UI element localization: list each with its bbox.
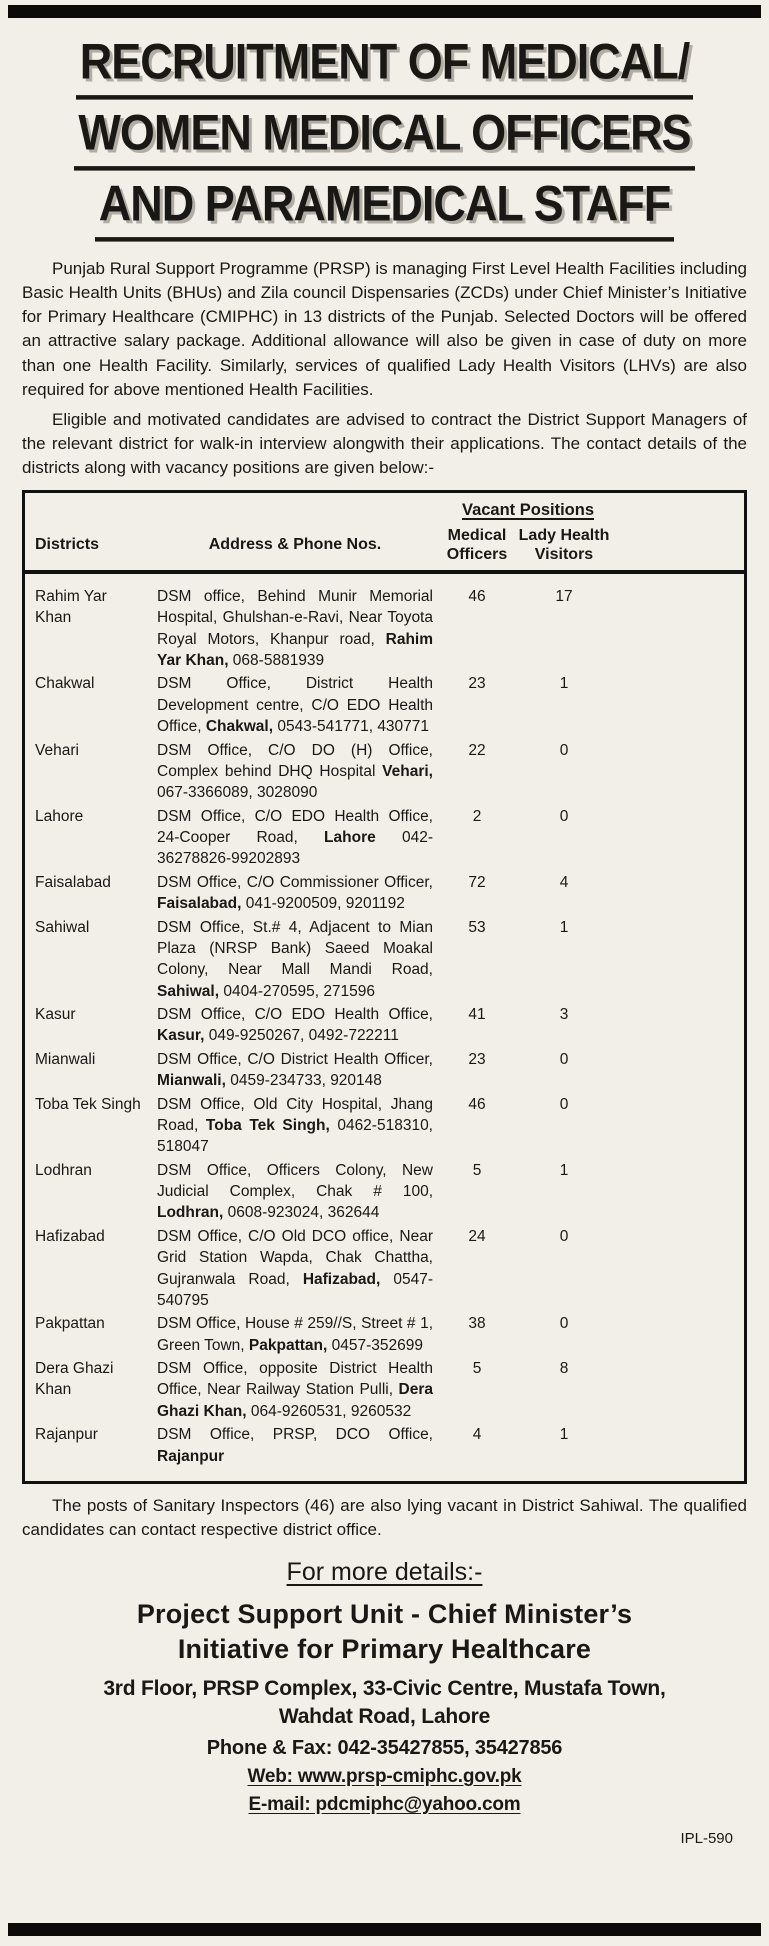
address-text: DSM Office, opposite District Health Office, Near Railway Station Pulli, <box>157 1360 433 1399</box>
district-name: Faisalabad <box>35 873 111 891</box>
lady-health-visitors-count: 1 <box>559 675 569 693</box>
district-name: Lahore <box>35 807 84 825</box>
address-text: 041-9200509, 9201192 <box>241 895 405 913</box>
sanitary-inspectors-note: The posts of Sanitary Inspectors (46) are also lying vacant in District Sahiwal. The qualified candidates can contact respective district office. <box>22 1495 747 1540</box>
medical-officers-count: 72 <box>468 873 486 891</box>
lady-health-visitors-count: 0 <box>559 741 569 759</box>
address-text: 0543-541771, 430771 <box>273 718 430 736</box>
vacancy-table <box>22 490 747 1484</box>
address-district-bold: Sahiwal, <box>157 982 220 1000</box>
address-text: 067-3366089, 3028090 <box>157 784 318 802</box>
address-text: DSM Office, St.# 4, Adjacent to Mian Plaza (NRSP Bank) Saeed Moakal Colony, Near Mall Mandi Road, <box>157 918 433 979</box>
address-district-bold: Faisalabad, <box>157 895 242 913</box>
district-name: Dera Ghazi Khan <box>35 1360 114 1399</box>
address-text: 0459-234733, 920148 <box>225 1072 382 1090</box>
address-district-bold: Toba Tek Singh, <box>205 1116 330 1134</box>
address-text: DSM Office, House # 259//S, Street # 1, Green Town, <box>157 1315 433 1354</box>
table-row <box>25 872 744 915</box>
address-phone <box>149 1049 441 1092</box>
address-district-bold: Hafizabad, <box>302 1270 381 1288</box>
address-text: 0547-540795 <box>157 1270 433 1309</box>
ad-headline <box>22 32 747 249</box>
address-text: DSM Office, C/O EDO Health Office, <box>157 1006 433 1024</box>
address-text: 042-36278826-99202893 <box>157 829 433 868</box>
address-phone <box>149 1094 441 1158</box>
district-name: Toba Tek Singh <box>35 1095 141 1113</box>
table-row <box>25 806 744 870</box>
medical-officers-count: 24 <box>468 1227 486 1245</box>
medical-officers-count: 23 <box>468 675 486 693</box>
district-name: Chakwal <box>35 675 95 693</box>
website-line: Web: www.prsp-cmiphc.gov.pk <box>247 1765 522 1787</box>
district-name: Vehari <box>35 741 79 759</box>
headline-line-2: WOMEN MEDICAL OFFICERS <box>74 103 694 170</box>
top-border-bar <box>8 5 761 18</box>
lady-health-visitors-count: 0 <box>559 807 569 825</box>
table-row <box>25 586 744 672</box>
table-row <box>25 1094 744 1158</box>
table-row <box>25 1049 744 1092</box>
column-headers-row <box>25 527 744 564</box>
address-text: DSM Office, C/O District Health Officer, <box>157 1050 433 1068</box>
district-name: Pakpattan <box>35 1315 105 1333</box>
address-text: 0608-923024, 362644 <box>223 1204 380 1222</box>
district-name: Lodhran <box>35 1161 92 1179</box>
office-address-line-2: Wahdat Road, Lahore <box>278 1705 491 1729</box>
address-text: DSM Office, C/O EDO Health Office, 24-Cooper Road, <box>157 807 433 847</box>
district-name: Hafizabad <box>35 1227 105 1245</box>
address-text: 049-9250267, 0492-722211 <box>204 1027 399 1045</box>
address-text: DSM Office, Officers Colony, New Judicial Complex, Chak # 100, <box>157 1161 433 1201</box>
lady-health-visitors-count: 0 <box>559 1050 569 1068</box>
more-details-heading: For more details:- <box>286 1558 483 1587</box>
office-address-line-1: 3rd Floor, PRSP Complex, 33-Civic Centre, Mustafa Town, <box>103 1677 666 1701</box>
address-text: 0462-518310, 518047 <box>157 1116 433 1156</box>
lady-health-visitors-count: 4 <box>559 873 569 891</box>
medical-officers-count: 41 <box>468 1006 486 1024</box>
address-phone <box>149 1226 441 1312</box>
headline-line-3: AND PARAMEDICAL STAFF <box>95 174 674 241</box>
organization-name-line-2: Initiative for Primary Healthcare <box>177 1634 592 1665</box>
address-text: DSM office, Behind Munir Memorial Hospital, Ghulshan-e-Ravi, Near Toyota Royal Motors, Khanpur road, <box>157 587 433 648</box>
vacant-positions-row <box>25 501 744 527</box>
vacant-positions-heading: Vacant Positions <box>461 501 595 520</box>
intro-paragraph-1: Punjab Rural Support Programme (PRSP) is managing First Level Health Facilities including Basic Health Units (BHUs) and Zila council Dispensaries (ZCDs) under Chief Minister’s Initiative for Primary Healthcare (CMIPHC) in 13 districts of the Punjab. Selected Doctors will be offered an attractive salary package. Additional allowance will also be given in case of duty on more than one Health Facility. Similarly, services of qualified Lady Health Visitors (LHVs) are also required for above mentioned Health Facilities. <box>22 259 747 399</box>
address-text: DSM Office, C/O Old DCO office, Near Grid Station Wapda, Chak Chattha, Gujranwala Road, <box>157 1227 433 1288</box>
table-body <box>25 574 744 1481</box>
email-line: E-mail: pdcmiphc@yahoo.com <box>248 1793 521 1815</box>
intro-paragraph-2: Eligible and motivated candidates are advised to contract the District Support Managers of the relevant district for walk-in interview alongwith their applications. The contact details of the districts along with vacancy positions are given below:- <box>22 409 747 477</box>
lady-health-visitors-count: 0 <box>559 1315 569 1333</box>
table-row <box>25 917 744 1003</box>
address-district-bold: Dera Ghazi Khan, <box>157 1381 433 1420</box>
lady-health-visitors-count: 0 <box>559 1095 569 1113</box>
ad-content <box>0 18 769 1847</box>
table-row <box>25 1226 744 1312</box>
address-district-bold: Kasur, <box>157 1027 205 1045</box>
bottom-border-bar <box>8 1923 761 1936</box>
lady-health-visitors-count: 17 <box>555 587 573 605</box>
vacancy-table-header <box>25 493 744 574</box>
address-text: 064-9260531, 9260532 <box>246 1402 412 1420</box>
address-district-bold: Rajanpur <box>157 1447 225 1465</box>
district-name: Kasur <box>35 1006 76 1024</box>
table-row <box>25 740 744 804</box>
address-text: 0457-352699 <box>327 1336 423 1354</box>
lady-health-visitors-count: 1 <box>559 918 569 936</box>
medical-officers-count: 23 <box>468 1050 486 1068</box>
table-row <box>25 1313 744 1356</box>
medical-officers-count: 53 <box>468 918 486 936</box>
medical-officers-count: 4 <box>472 1426 482 1444</box>
address-text: DSM Office, C/O DO (H) Office, Complex behind DHQ Hospital <box>157 741 433 780</box>
medical-officers-count: 46 <box>468 587 486 605</box>
headline-line-1: RECRUITMENT OF MEDICAL/ <box>76 32 693 99</box>
column-header-address-phone: Address & Phone Nos. <box>208 536 382 554</box>
address-district-bold: Vehari, <box>382 762 433 780</box>
address-text: DSM Office, C/O Commissioner Officer, <box>157 873 433 891</box>
address-phone <box>149 1160 441 1224</box>
organization-name <box>22 1597 747 1667</box>
address-phone <box>149 740 441 804</box>
address-district-bold: Rahim Yar Khan, <box>157 630 433 670</box>
address-phone <box>149 1424 441 1467</box>
address-phone <box>149 872 441 915</box>
column-header-medical-officers: Medical Officers <box>446 527 508 563</box>
address-district-bold: Lahore <box>324 829 376 847</box>
medical-officers-count: 38 <box>468 1315 486 1333</box>
address-text: DSM Office, PRSP, DCO Office, <box>157 1426 433 1444</box>
table-row <box>25 1160 744 1224</box>
column-header-districts: Districts <box>35 536 100 554</box>
table-row <box>25 1424 744 1467</box>
lady-health-visitors-count: 8 <box>559 1360 569 1378</box>
address-district-bold: Lodhran, <box>157 1204 224 1222</box>
district-name: Mianwali <box>35 1050 96 1068</box>
phone-fax-line: Phone & Fax: 042-35427855, 35427856 <box>206 1736 563 1759</box>
address-phone <box>149 1358 441 1422</box>
address-district-bold: Mianwali, <box>157 1072 226 1090</box>
address-phone <box>149 1004 441 1047</box>
address-text: 068-5881939 <box>228 652 325 670</box>
medical-officers-count: 22 <box>468 741 486 759</box>
address-phone <box>149 673 441 737</box>
table-row <box>25 673 744 737</box>
medical-officers-count: 2 <box>472 807 482 825</box>
address-district-bold: Pakpattan, <box>248 1336 328 1354</box>
district-name: Rahim Yar Khan <box>35 587 107 627</box>
table-row <box>25 1358 744 1422</box>
address-text: DSM Office, Old City Hospital, Jhang Road, <box>157 1095 433 1134</box>
address-district-bold: Chakwal, <box>205 718 274 736</box>
district-name: Sahiwal <box>35 918 90 936</box>
address-phone <box>149 586 441 672</box>
medical-officers-count: 46 <box>468 1095 486 1113</box>
lady-health-visitors-count: 1 <box>559 1426 569 1444</box>
lady-health-visitors-count: 0 <box>559 1227 569 1245</box>
table-row <box>25 1004 744 1047</box>
lady-health-visitors-count: 1 <box>559 1161 569 1179</box>
medical-officers-count: 5 <box>472 1161 482 1179</box>
address-text: DSM Office, District Health Development centre, C/O EDO Health Office, <box>157 675 433 736</box>
lady-health-visitors-count: 3 <box>559 1006 569 1024</box>
address-phone <box>149 806 441 870</box>
ad-reference-code: IPL-590 <box>680 1829 733 1847</box>
address-text: 0404-270595, 271596 <box>219 982 376 1000</box>
address-phone <box>149 917 441 1003</box>
medical-officers-count: 5 <box>472 1360 482 1378</box>
column-header-lady-health-visitors: Lady Health Visitors <box>518 527 610 563</box>
organization-name-line-1: Project Support Unit - Chief Minister’s <box>136 1599 633 1630</box>
address-phone <box>149 1313 441 1356</box>
district-name: Rajanpur <box>35 1426 98 1444</box>
